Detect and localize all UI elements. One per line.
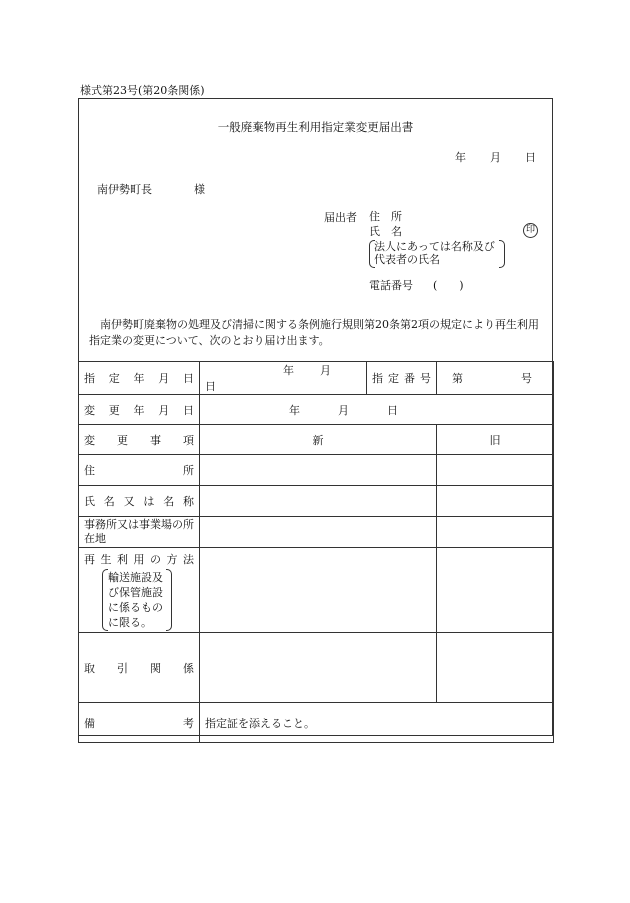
transaction-label: 取引関係 [79, 633, 200, 703]
addressee-name: 南伊勢町長 [97, 183, 152, 196]
row-name [79, 486, 554, 517]
row-method [79, 548, 554, 633]
transaction-old [437, 633, 554, 703]
remarks-value: 指定証を添えること。 [200, 703, 554, 743]
office-label: 事務所又は事業場の所在地 [79, 517, 200, 548]
method-new [200, 548, 437, 633]
date-day: 日 [525, 151, 536, 164]
change-date-label: 変更年月日 [79, 395, 200, 425]
remarks-label: 備考 [79, 703, 200, 743]
designation-number-value: 第 号 [437, 362, 554, 395]
office-new [200, 517, 437, 548]
row-designation-date [79, 362, 554, 395]
name-new [200, 486, 437, 517]
change-table [78, 361, 554, 743]
row-change-date [79, 395, 554, 425]
corp-note-line-2: 代表者の氏名 [374, 253, 440, 266]
method-label: 再生利用の方法 [84, 553, 194, 566]
new-header: 新 [200, 425, 437, 455]
corp-note-line-1: 法人にあっては名称及び [374, 240, 495, 253]
address-old [437, 455, 554, 486]
form-frame [78, 98, 553, 736]
date-year: 年 [455, 151, 466, 164]
date-month: 月 [490, 151, 501, 164]
method-old [437, 548, 554, 633]
form-title: 一般廃棄物再生利用指定業変更届出書 [217, 120, 414, 134]
method-label-cell [79, 548, 200, 633]
phone-label: 電話番号 [369, 279, 413, 292]
name-old [437, 486, 554, 517]
row-office [79, 517, 554, 548]
applicant-label: 届出者 [324, 211, 357, 224]
designation-date-value: 年 月日 [200, 362, 367, 395]
addressee-honorific: 様 [194, 183, 205, 196]
address-new [200, 455, 437, 486]
method-note-bracket [102, 569, 172, 629]
corp-note-bracket [369, 240, 505, 266]
office-old [437, 517, 554, 548]
phone-parens: ( ) [433, 279, 464, 292]
applicant-address-label: 住 所 [369, 210, 402, 223]
addressee [97, 181, 205, 197]
old-header: 旧 [437, 425, 554, 455]
method-note: 輸送施設及び保管施設に係るものに限る。 [108, 571, 163, 629]
row-remarks [79, 703, 554, 743]
name-label: 氏名又は名称 [79, 486, 200, 517]
row-change-item [79, 425, 554, 455]
row-address [79, 455, 554, 486]
designation-number-label: 指定番号 [367, 362, 437, 395]
change-item-label: 変更事項 [79, 425, 200, 455]
declaration-text: 南伊勢町廃棄物の処理及び清掃に関する条例施行規則第20条第2項の規定により再生利用指定業の変更について、次のとおり届け出ます。 [89, 318, 539, 347]
applicant-name-label: 氏 名 [369, 225, 402, 238]
change-date-value: 年 月 日 [200, 395, 554, 425]
row-transaction [79, 633, 554, 703]
address-label: 住所 [79, 455, 200, 486]
designation-date-label: 指定年月日 [79, 362, 200, 395]
phone-line [369, 277, 464, 293]
form-number: 様式第23号(第20条関係) [80, 84, 205, 97]
applicant-fields [369, 209, 402, 239]
transaction-new [200, 633, 437, 703]
seal-mark: 印 [523, 223, 538, 238]
